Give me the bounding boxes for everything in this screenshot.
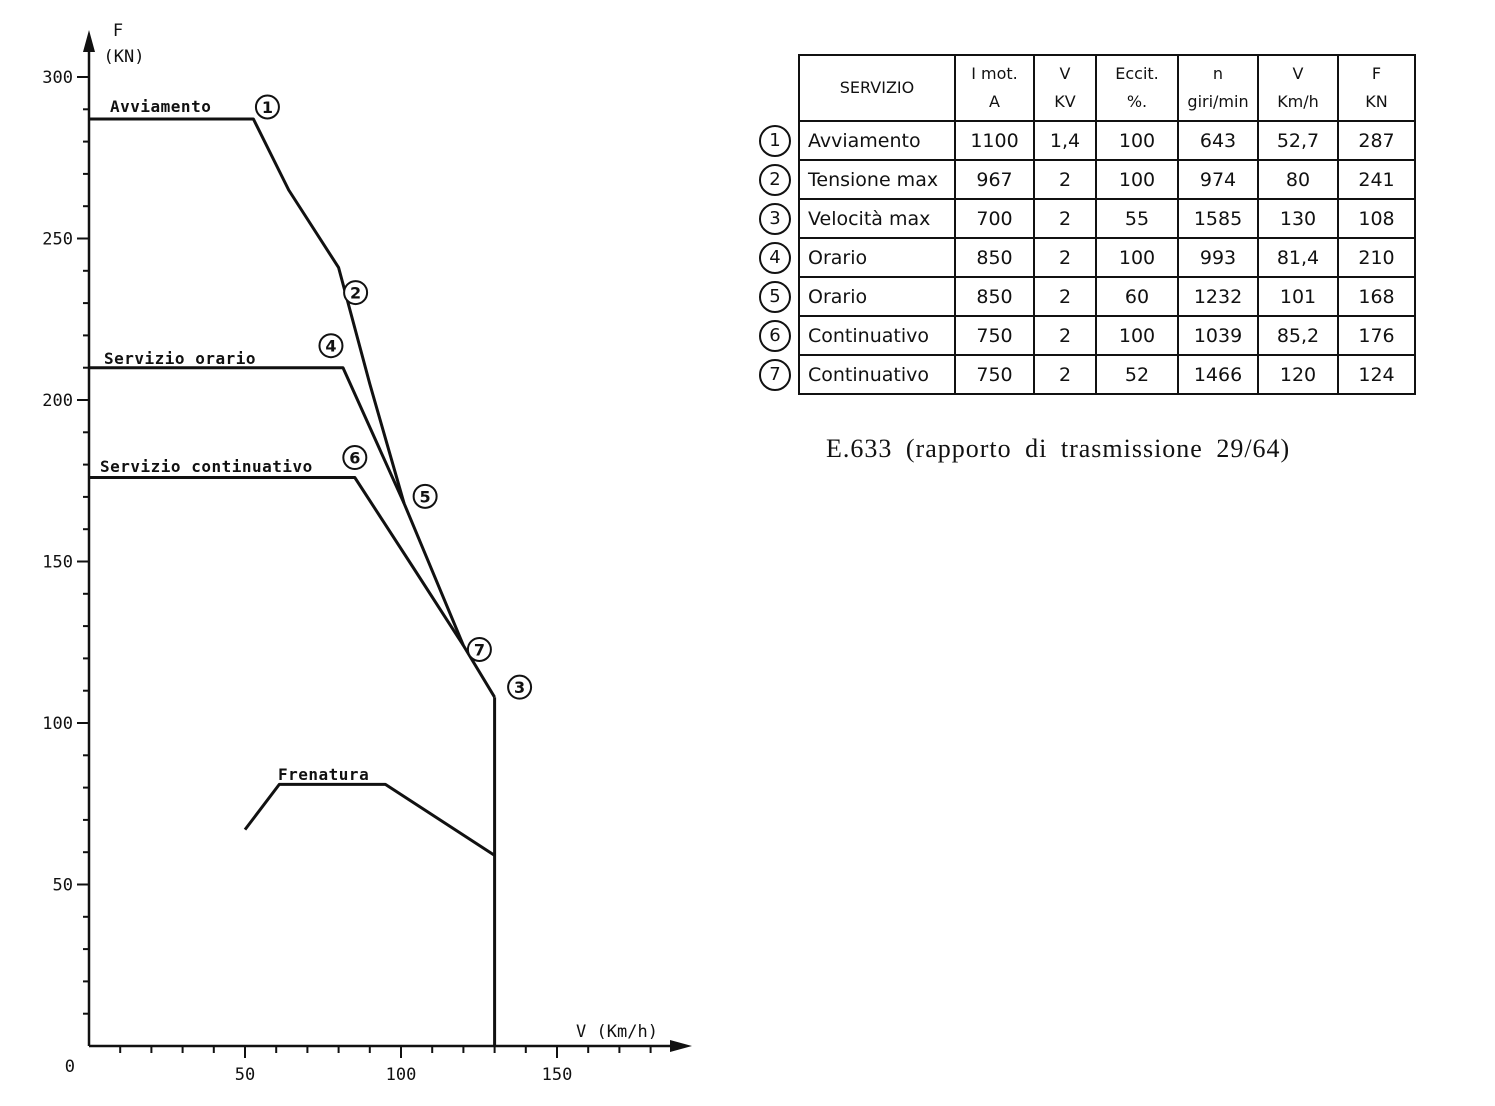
x-tick-label: 150	[541, 1065, 573, 1085]
header-imot	[955, 55, 1034, 121]
cell-v: 2	[1034, 316, 1096, 355]
cell-n: 993	[1178, 238, 1258, 277]
row-number: 3	[759, 203, 791, 235]
table-row	[752, 355, 1415, 394]
header-f	[1338, 55, 1415, 121]
cell-servizio: Avviamento	[799, 121, 955, 160]
header-v-bottom: KV	[1054, 92, 1076, 111]
cell-eccit: 52	[1096, 355, 1178, 394]
header-f-top: F	[1371, 64, 1382, 83]
row-number-cell	[752, 199, 799, 238]
cell-eccit: 100	[1096, 121, 1178, 160]
cell-n: 974	[1178, 160, 1258, 199]
cell-f: 210	[1338, 238, 1415, 277]
x-axis-title: V (Km/h)	[576, 1022, 658, 1042]
y-tick-label: 50	[52, 875, 73, 896]
cell-n: 1466	[1178, 355, 1258, 394]
header-f-bottom: KN	[1365, 92, 1388, 111]
cell-f: 287	[1338, 121, 1415, 160]
row-number: 4	[759, 242, 791, 274]
point-number: 1	[261, 97, 273, 117]
row-number-cell	[752, 355, 799, 394]
row-number: 7	[759, 359, 791, 391]
table-header-row	[752, 55, 1415, 121]
x-tick-label: 50	[234, 1065, 256, 1085]
cell-v: 2	[1034, 355, 1096, 394]
y-axis-arrow	[83, 30, 95, 52]
series-line-2	[89, 478, 463, 646]
cell-f: 124	[1338, 355, 1415, 394]
cell-vk: 130	[1258, 199, 1338, 238]
cell-imot: 1100	[955, 121, 1034, 160]
point-number: 6	[349, 448, 361, 468]
cell-imot: 750	[955, 316, 1034, 355]
cell-n: 1039	[1178, 316, 1258, 355]
cell-imot: 850	[955, 277, 1034, 316]
service-table	[752, 54, 1416, 395]
x-axis-arrow	[670, 1040, 692, 1052]
header-imot-bottom: A	[989, 92, 1000, 111]
row-number-cell	[752, 160, 799, 199]
cell-servizio: Velocità max	[799, 199, 955, 238]
header-servizio: SERVIZIO	[799, 55, 955, 121]
cell-imot: 850	[955, 238, 1034, 277]
table-row	[752, 160, 1415, 199]
y-axis-title-unit: (KN)	[103, 47, 145, 67]
cell-imot: 750	[955, 355, 1034, 394]
cell-eccit: 100	[1096, 160, 1178, 199]
header-v	[1034, 55, 1096, 121]
cell-servizio: Orario	[799, 238, 955, 277]
cell-f: 108	[1338, 199, 1415, 238]
header-n	[1178, 55, 1258, 121]
curve-label: Avviamento	[110, 97, 212, 116]
cell-eccit: 55	[1096, 199, 1178, 238]
cell-f: 176	[1338, 316, 1415, 355]
row-number: 1	[759, 125, 791, 157]
y-tick-label: 250	[42, 229, 73, 250]
cell-v: 2	[1034, 277, 1096, 316]
table-row	[752, 277, 1415, 316]
cell-vk: 101	[1258, 277, 1338, 316]
series-line-0	[89, 119, 495, 697]
row-number: 2	[759, 164, 791, 196]
header-v-top: V	[1059, 64, 1071, 83]
header-vk	[1258, 55, 1338, 121]
origin-label: 0	[64, 1057, 75, 1077]
point-number: 5	[419, 487, 431, 507]
header-n-top: n	[1212, 64, 1224, 83]
y-tick-label: 200	[42, 391, 73, 411]
cell-f: 168	[1338, 277, 1415, 316]
cell-v: 2	[1034, 160, 1096, 199]
table-row	[752, 316, 1415, 355]
cell-imot: 967	[955, 160, 1034, 199]
header-imot-top: I mot.	[971, 64, 1018, 83]
cell-f: 241	[1338, 160, 1415, 199]
table-body	[752, 121, 1415, 394]
row-number-cell	[752, 238, 799, 277]
y-tick-label: 100	[42, 714, 73, 734]
curve-label: Servizio orario	[104, 349, 256, 368]
cell-servizio: Orario	[799, 277, 955, 316]
series-line-4	[245, 784, 495, 855]
y-tick-label: 150	[42, 552, 73, 573]
point-number: 7	[473, 640, 485, 660]
header-blank	[752, 55, 799, 121]
cell-v: 2	[1034, 238, 1096, 277]
cell-servizio: Continuativo	[799, 355, 955, 394]
row-number: 5	[759, 281, 791, 313]
row-number: 6	[759, 320, 791, 352]
cell-v: 2	[1034, 199, 1096, 238]
row-number-cell	[752, 277, 799, 316]
cell-imot: 700	[955, 199, 1034, 238]
header-eccit-bottom: %.	[1126, 92, 1148, 111]
service-table-wrap	[752, 54, 1416, 395]
cell-vk: 52,7	[1258, 121, 1338, 160]
table-row	[752, 121, 1415, 160]
cell-eccit: 100	[1096, 316, 1178, 355]
cell-vk: 120	[1258, 355, 1338, 394]
header-vk-top: V	[1292, 64, 1304, 83]
curve-label: Frenatura	[278, 765, 370, 784]
cell-servizio: Tensione max	[799, 160, 955, 199]
header-n-bottom: giri/min	[1187, 92, 1249, 111]
cell-eccit: 100	[1096, 238, 1178, 277]
row-number-cell	[752, 121, 799, 160]
cell-vk: 85,2	[1258, 316, 1338, 355]
point-number: 2	[350, 283, 362, 303]
cell-servizio: Continuativo	[799, 316, 955, 355]
cell-eccit: 60	[1096, 277, 1178, 316]
curve-label: Servizio continuativo	[100, 457, 313, 476]
cell-n: 643	[1178, 121, 1258, 160]
header-vk-bottom: Km/h	[1277, 92, 1319, 111]
cell-n: 1232	[1178, 277, 1258, 316]
traction-chart	[0, 0, 720, 1106]
cell-n: 1585	[1178, 199, 1258, 238]
row-number-cell	[752, 316, 799, 355]
figure-caption: E.633 (rapporto di trasmissione 29/64)	[826, 434, 1291, 463]
point-number: 3	[514, 678, 526, 698]
table-row	[752, 199, 1415, 238]
cell-vk: 80	[1258, 160, 1338, 199]
header-eccit	[1096, 55, 1178, 121]
x-tick-label: 100	[385, 1065, 417, 1085]
table-row	[752, 238, 1415, 277]
point-number: 4	[325, 336, 337, 356]
y-tick-label: 300	[42, 68, 73, 88]
header-eccit-top: Eccit.	[1115, 64, 1159, 83]
y-axis-title-symbol: F	[112, 21, 124, 41]
cell-vk: 81,4	[1258, 238, 1338, 277]
cell-v: 1,4	[1034, 121, 1096, 160]
